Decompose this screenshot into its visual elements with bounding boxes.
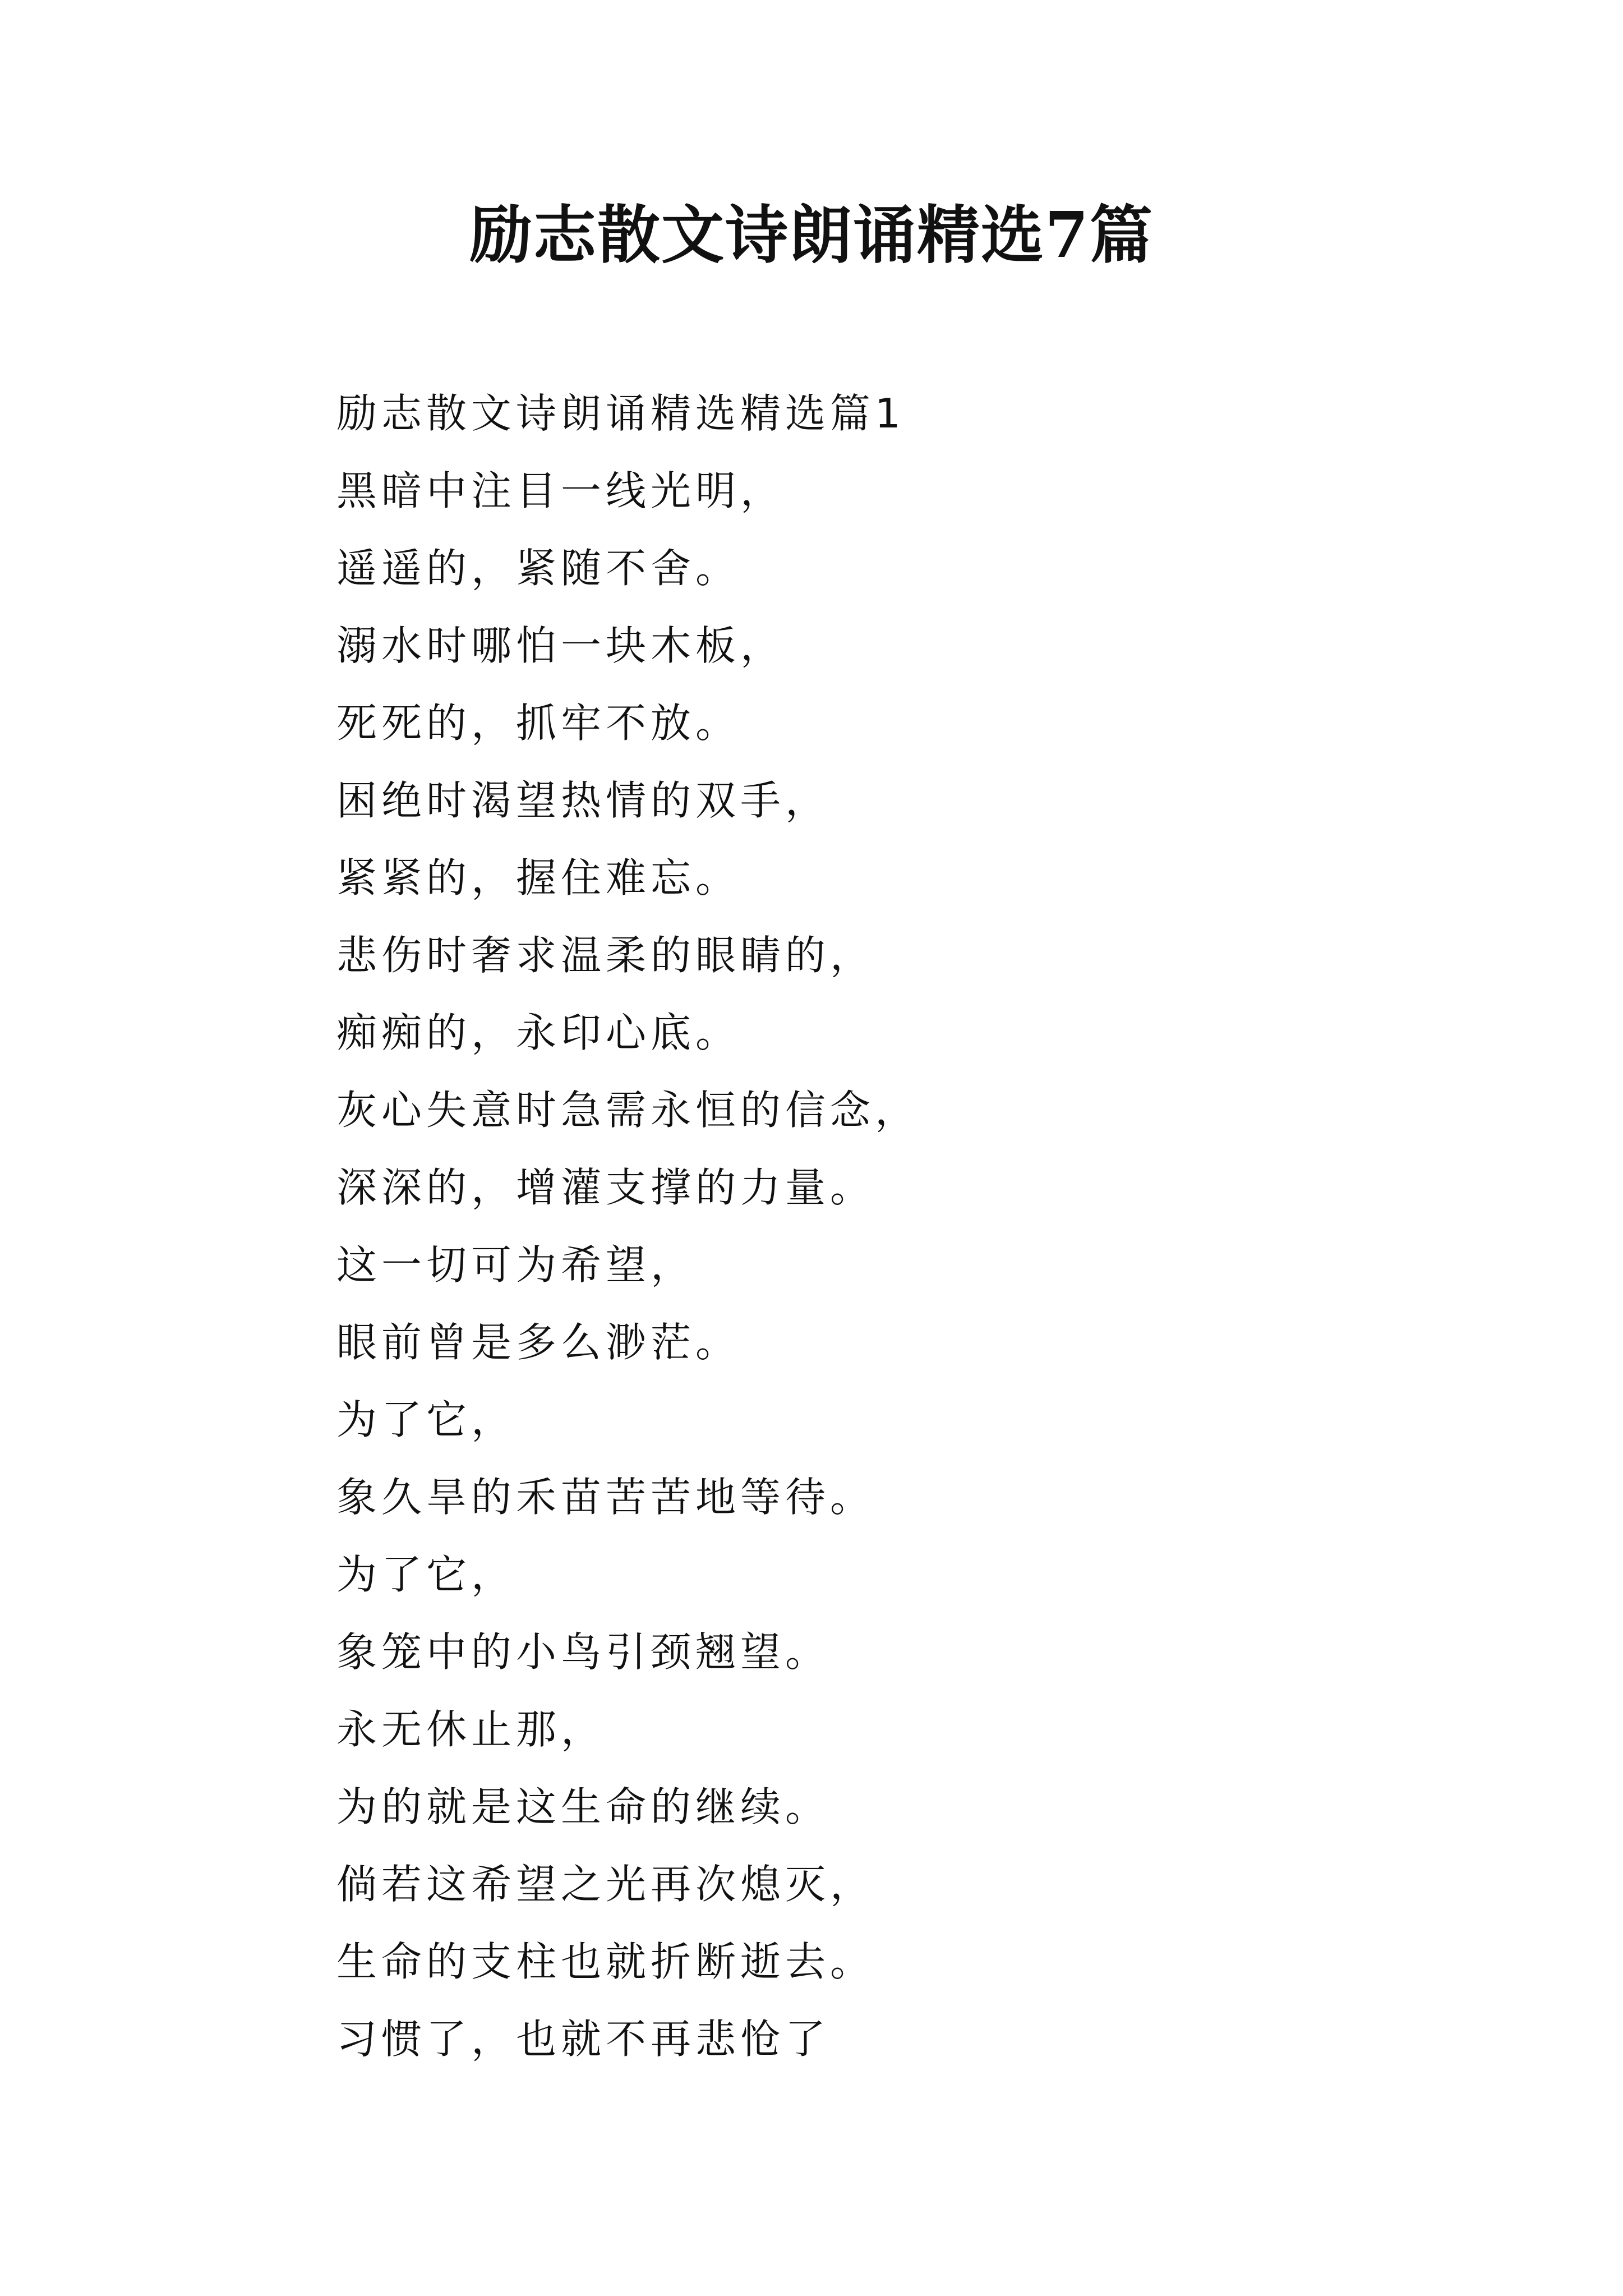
poem-line: 溺水时哪怕一块木板，	[336, 622, 786, 669]
poem-line: 灰心失意时急需永恒的信念，	[336, 1087, 920, 1134]
document-title: 励志散文诗朗诵精选7篇	[469, 199, 1154, 272]
poem-line: 为了它，	[336, 1551, 517, 1598]
poem-line: 倘若这希望之光再次熄灭，	[336, 1861, 875, 1908]
poem-line: 习惯了，也就不再悲怆了	[336, 2016, 831, 2063]
poem-line: 为了它，	[336, 1396, 517, 1443]
poem-line: 悲伤时奢求温柔的眼睛的，	[336, 932, 875, 979]
poem-line: 这一切可为希望，	[336, 1241, 696, 1289]
section-heading: 励志散文诗朗诵精选精选篇1	[336, 390, 905, 437]
poem-line: 象笼中的小鸟引颈翘望。	[336, 1628, 831, 1676]
poem-line: 为的就是这生命的继续。	[336, 1783, 831, 1830]
poem-line: 象久旱的禾苗苦苦地等待。	[336, 1474, 875, 1521]
poem-body	[336, 375, 1570, 2078]
poem-line: 遥遥的，紧随不舍。	[336, 545, 741, 592]
poem-line: 深深的，增灌支撑的力量。	[336, 1164, 875, 1211]
poem-line: 困绝时渴望热情的双手，	[336, 777, 831, 824]
poem-line: 死死的，抓牢不放。	[336, 700, 741, 747]
poem-line: 生命的支柱也就折断逝去。	[336, 1938, 875, 1985]
poem-line: 永无休止那，	[336, 1706, 606, 1753]
poem-line: 紧紧的，握住难忘。	[336, 854, 741, 901]
poem-line: 痴痴的，永印心底。	[336, 1009, 741, 1056]
poem-line: 黑暗中注目一线光明，	[336, 467, 786, 514]
poem-line: 眼前曾是多么渺茫。	[336, 1319, 741, 1366]
